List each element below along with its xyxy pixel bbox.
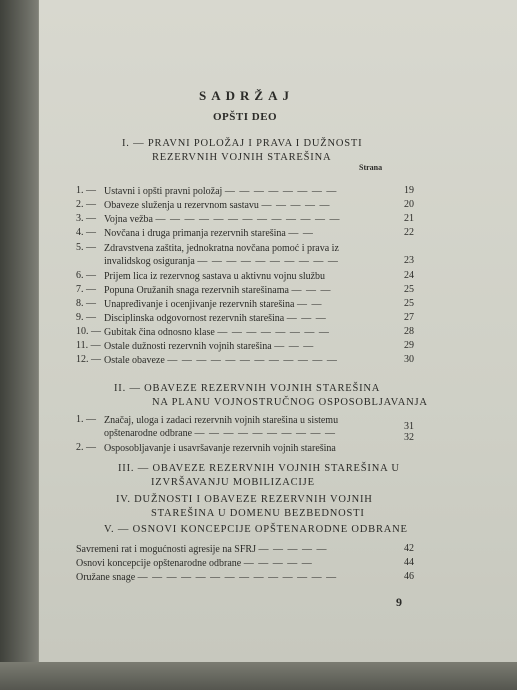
- section-heading-4-line2: STAREŠINA U DOMENU BEZBEDNOSTI: [151, 508, 365, 519]
- toc-entry-text: [104, 354, 338, 367]
- section-heading-5: V. — OSNOVI KONCEPCIJE OPŠTENARODNE ODBRANE: [104, 524, 408, 535]
- toc-entry-text: [104, 312, 327, 325]
- toc-entry-label: opštenarodne odbrane: [104, 428, 193, 439]
- section-heading-2: II. — OBAVEZE REZERVNIH VOJNIH STAREŠINA: [114, 383, 381, 394]
- section-heading-3-line2: IZVRŠAVANJU MOBILIZACIJE: [151, 477, 315, 488]
- section-heading-3: III. — OBAVEZE REZERVNIH VOJNIH STAREŠINA U: [118, 463, 400, 474]
- toc-leader: — — —: [274, 341, 315, 352]
- toc-entry-number: 5. —: [76, 242, 96, 253]
- toc-entry-number: 10. —: [76, 326, 101, 337]
- toc-entry-text-cont: [104, 427, 336, 440]
- toc-entry-number: 8. —: [76, 298, 96, 309]
- toc-entry-number: 6. —: [76, 270, 96, 281]
- toc-page-number: 42: [404, 543, 414, 554]
- toc-page-number: 24: [404, 270, 414, 281]
- book-bottom-shadow: [0, 662, 517, 690]
- toc-leader: — — — — —: [261, 200, 331, 211]
- toc-leader: — — — — — — — — — — — — — —: [137, 572, 338, 583]
- toc-leader: — — — — — — — — — —: [197, 256, 339, 267]
- toc-entry-text: [104, 326, 330, 339]
- toc-page-number: 46: [404, 571, 414, 582]
- toc-entry-text: [104, 227, 314, 240]
- toc-entry-label: Savremeni rat i mogućnosti agresije na SFRJ: [76, 544, 256, 555]
- toc-entry-text: [104, 284, 331, 297]
- toc-page-number: 25: [404, 298, 414, 309]
- toc-entry-number: 11. —: [76, 340, 101, 351]
- toc-entry-number: 9. —: [76, 312, 96, 323]
- page-number: 9: [396, 595, 402, 609]
- toc-entry-number: 4. —: [76, 227, 96, 238]
- toc-leader: — —: [296, 299, 323, 310]
- toc-entry-text: [76, 557, 313, 570]
- toc-entry-label: Ostale dužnosti rezervnih vojnih starešina: [104, 341, 272, 352]
- toc-leader: — — — — — — — — — —: [194, 428, 337, 439]
- section-heading-4: IV. DUŽNOSTI I OBAVEZE REZERVNIH VOJNIH: [116, 494, 373, 505]
- toc-entry-text: Značaj, uloga i zadaci rezervnih vojnih starešina u sistemu: [104, 415, 339, 426]
- toc-entry-text: [104, 185, 337, 198]
- toc-entry-number: 3. —: [76, 213, 96, 224]
- toc-page-number: 21: [404, 213, 414, 224]
- toc-page-number: 44: [404, 557, 414, 568]
- toc-entry-text: Osposobljavanje i usavršavanje rezervnih vojnih starešina: [104, 443, 336, 454]
- section-heading-1: I. — PRAVNI POLOŽAJ I PRAVA I DUŽNOSTI: [122, 138, 363, 149]
- section-heading-1-line2: REZERVNIH VOJNIH STAREŠINA: [152, 152, 332, 163]
- toc-page-number: 32: [404, 432, 414, 443]
- toc-entry-label: Osnovi koncepcije opštenarodne odbrane: [76, 558, 242, 569]
- toc-leader: — — — — — — — — — — — — —: [155, 214, 341, 225]
- page-title: SADRŽAJ: [199, 88, 294, 103]
- toc-page-number: 30: [404, 354, 414, 365]
- toc-entry-label: Obaveze služenja u rezervnom sastavu: [104, 200, 259, 211]
- toc-entry-number: 1. —: [76, 414, 96, 425]
- toc-leader: — — — — — — — — — — — —: [167, 355, 338, 366]
- toc-entry-number: 1. —: [76, 185, 96, 196]
- toc-entry-label: Popuna Oružanih snaga rezervnih starešinama: [104, 285, 289, 296]
- toc-entry-text: [76, 571, 337, 584]
- toc-entry-label: Ustavni i opšti pravni položaj: [104, 186, 223, 197]
- toc-entry-text: [104, 340, 314, 353]
- toc-entry-label: Gubitak čina odnosno klase: [104, 327, 215, 338]
- toc-entry-label: Disciplinska odgovornost rezervnih starešina: [104, 313, 285, 324]
- toc-leader: — — — — — — — —: [224, 186, 338, 197]
- toc-entry-number: 2. —: [76, 199, 96, 210]
- toc-page-number: 27: [404, 312, 414, 323]
- toc-entry-label: Vojna vežba: [104, 214, 153, 225]
- strana-label: Strana: [359, 163, 383, 172]
- toc-entry-label: invalidskog osiguranja: [104, 256, 195, 267]
- toc-page-number: 28: [404, 326, 414, 337]
- toc-page-number: 23: [404, 255, 414, 266]
- toc-page-number: 29: [404, 340, 414, 351]
- toc-leader: — —: [288, 228, 314, 239]
- section-heading-2-line2: NA PLANU VOJNOSTRUČNOG OSPOSOBLJAVANJA: [152, 397, 428, 408]
- toc-entry-text-cont: [104, 255, 339, 268]
- toc-page-number: 25: [404, 284, 414, 295]
- toc-entry-label: Ostale obaveze: [104, 355, 165, 366]
- toc-leader: — — — — —: [258, 544, 328, 555]
- toc-entry-text: [76, 543, 327, 556]
- toc-entry-number: 12. —: [76, 354, 101, 365]
- toc-entry-text: [104, 213, 340, 226]
- toc-page-number: 19: [404, 185, 414, 196]
- toc-entry-label: Oružane snage: [76, 572, 136, 583]
- toc-entry-text: Zdravstvena zaštita, jednokratna novčana pomoć i prava iz: [104, 243, 339, 254]
- toc-page-number: 31: [404, 421, 414, 432]
- toc-entry-label: Unapređivanje i ocenjivanje rezervnih starešina: [104, 299, 295, 310]
- toc-leader: — — — — — — — —: [217, 327, 330, 338]
- section-subtitle: OPŠTI DEO: [213, 111, 278, 123]
- toc-entry-number: 7. —: [76, 284, 96, 295]
- toc-leader: — — —: [291, 285, 332, 296]
- toc-page-number: 22: [404, 227, 414, 238]
- toc-entry-label: Novčana i druga primanja rezervnih starešina: [104, 228, 286, 239]
- toc-entry-text: [104, 199, 330, 212]
- toc-entry-text: [104, 298, 322, 311]
- toc-entry-text: Prijem lica iz rezervnog sastava u aktivnu vojnu službu: [104, 271, 326, 282]
- toc-entry-number: 2. —: [76, 442, 96, 453]
- toc-leader: — — — — —: [243, 558, 313, 569]
- toc-leader: — — —: [286, 313, 327, 324]
- toc-page-number: 20: [404, 199, 414, 210]
